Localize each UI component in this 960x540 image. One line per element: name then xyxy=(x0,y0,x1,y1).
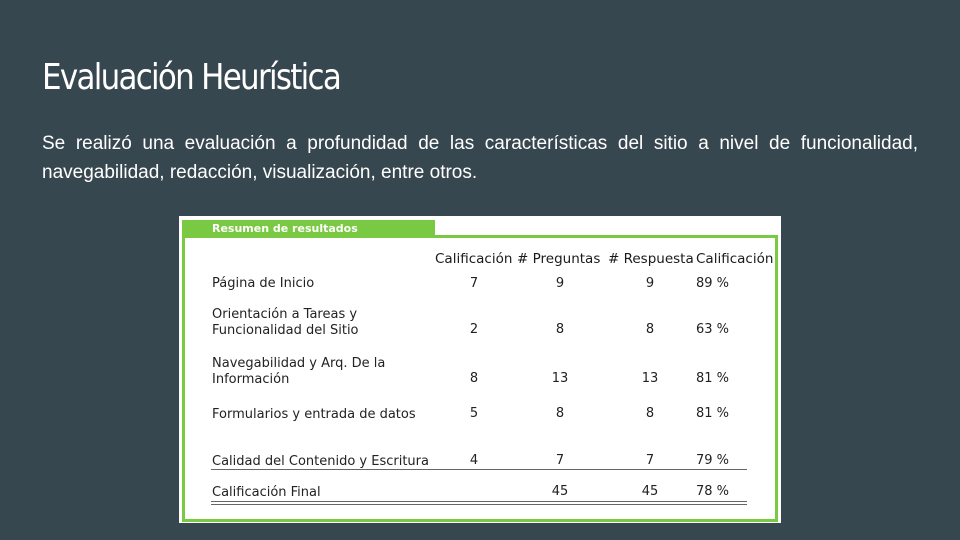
row-respuesta: 9 xyxy=(645,276,655,291)
row-respuesta: 8 xyxy=(645,406,655,421)
header-preguntas: # Preguntas xyxy=(517,251,601,267)
row-porcentaje: 81 % xyxy=(696,406,730,421)
row-calificacion: 7 xyxy=(469,276,479,291)
row-preguntas: 8 xyxy=(555,406,565,421)
row-porcentaje: 79 % xyxy=(696,453,730,468)
row-preguntas: 13 xyxy=(551,371,569,386)
slide-body-text: Se realizó una evaluación a profundidad de las características del sitio a nivel de funcionalidad, navegabilidad, redacción, visualización, entre otros. xyxy=(42,133,918,183)
row-calificacion: 2 xyxy=(469,322,479,337)
final-respuesta: 45 xyxy=(641,484,659,499)
row-calificacion: 4 xyxy=(469,453,479,468)
final-porcentaje: 78 % xyxy=(696,484,730,499)
total-rule-top xyxy=(211,501,747,502)
row-label: Página de Inicio xyxy=(212,276,315,291)
row-respuesta: 13 xyxy=(641,371,659,386)
subtotal-rule xyxy=(211,469,747,470)
header-calificacion: Calificación xyxy=(435,251,513,267)
row-porcentaje: 81 % xyxy=(696,371,730,386)
row-label: Calidad del Contenido y Escritura xyxy=(212,454,429,469)
row-label: Formularios y entrada de datos xyxy=(212,407,416,422)
row-porcentaje: 63 % xyxy=(696,322,730,337)
header-respuesta: # Respuesta xyxy=(608,251,694,267)
slide-title: Evaluación Heurística xyxy=(42,57,341,98)
results-summary-table xyxy=(179,216,781,523)
row-label: Orientación a Tareas y xyxy=(212,307,358,322)
row-porcentaje: 89 % xyxy=(696,276,730,291)
row-label-line-2: Funcionalidad del Sitio xyxy=(212,323,359,338)
final-label: Calificación Final xyxy=(212,485,321,500)
table-tab-label: Resumen de resultados xyxy=(182,220,435,238)
row-label-line-2: Información xyxy=(212,372,290,387)
total-rule-bottom xyxy=(211,504,747,505)
row-preguntas: 9 xyxy=(555,276,565,291)
header-calificacion-pct: Calificación xyxy=(696,251,774,267)
final-preguntas: 45 xyxy=(551,484,569,499)
row-preguntas: 8 xyxy=(555,322,565,337)
row-preguntas: 7 xyxy=(555,453,565,468)
row-label: Navegabilidad y Arq. De la xyxy=(212,356,386,371)
row-calificacion: 5 xyxy=(469,406,479,421)
row-respuesta: 8 xyxy=(645,322,655,337)
row-respuesta: 7 xyxy=(645,453,655,468)
row-calificacion: 8 xyxy=(469,371,479,386)
